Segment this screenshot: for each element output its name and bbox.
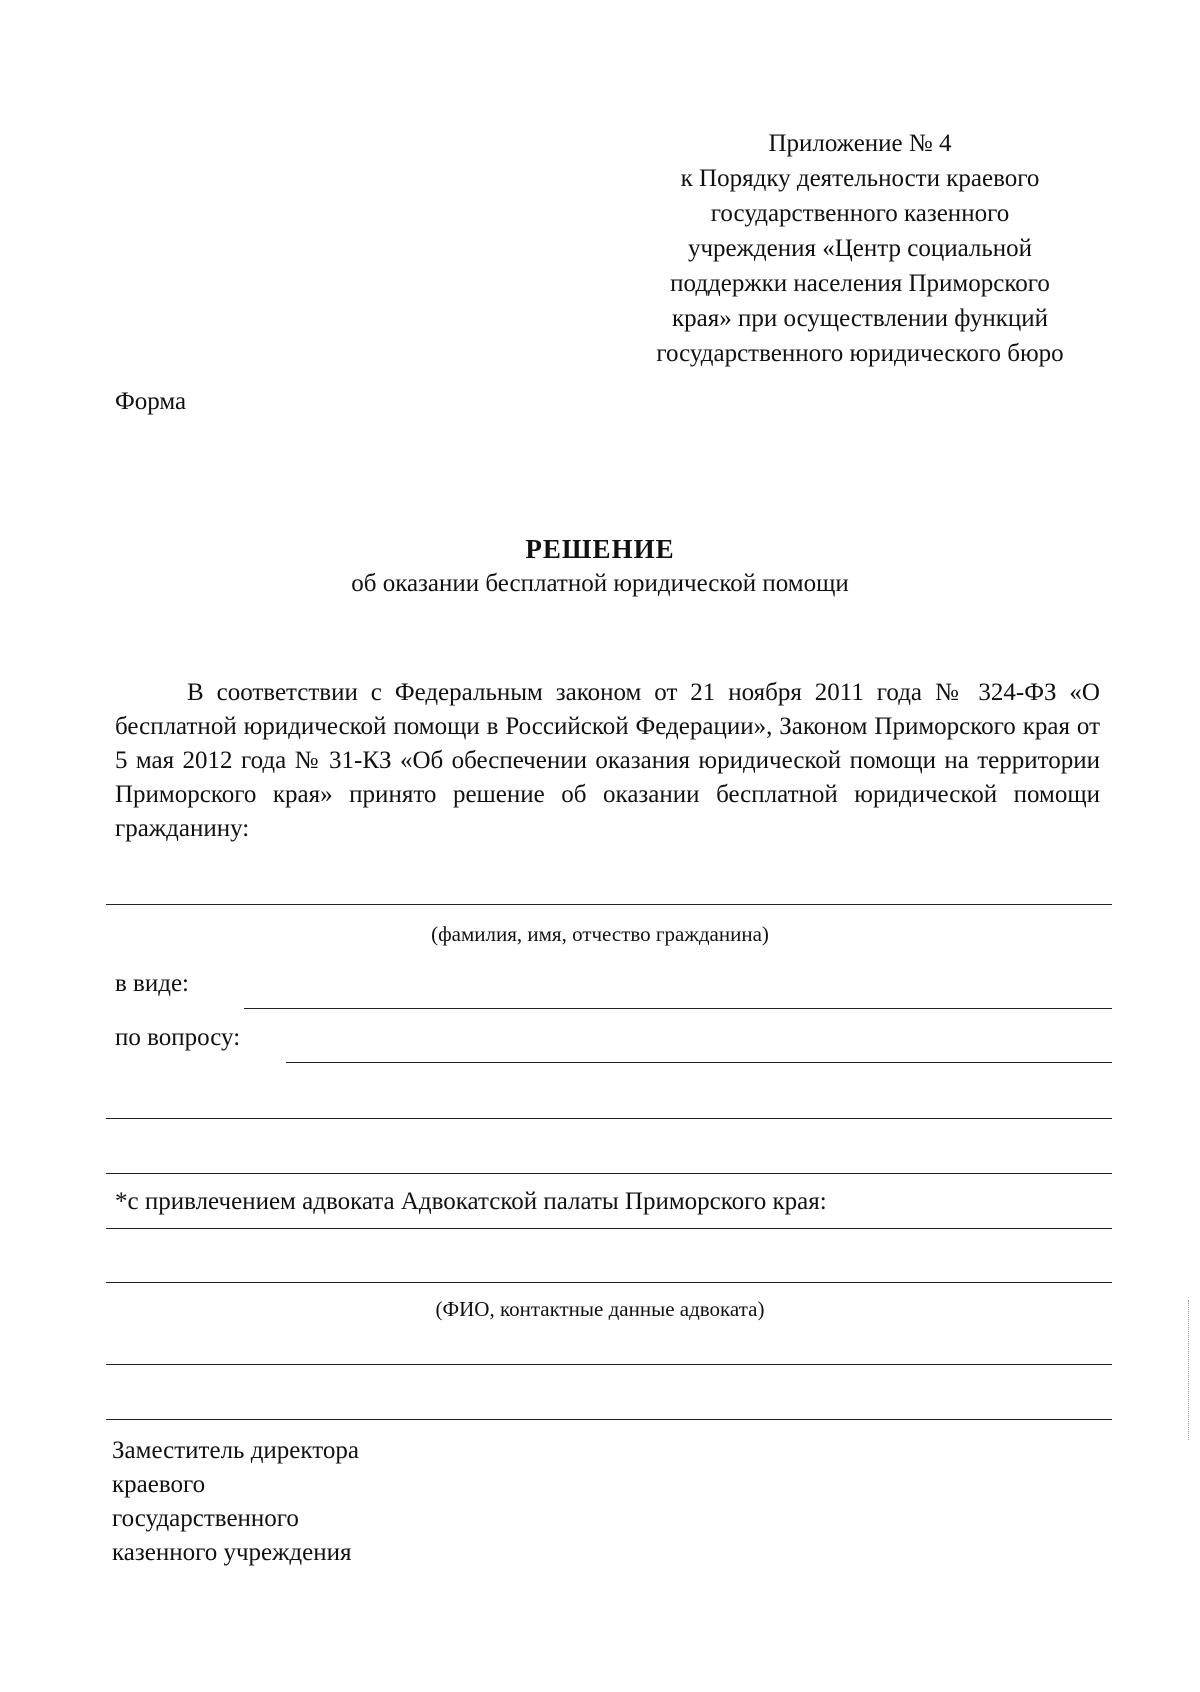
signature-line: государственного <box>112 1505 299 1532</box>
appendix-line: государственного казенного <box>710 200 1010 227</box>
document-subtitle: об оказании бесплатной юридической помощи <box>351 570 849 597</box>
citizen-name-caption: (фамилия, имя, отчество гражданина) <box>431 922 769 946</box>
decision-body-paragraph: В соответствии с Федеральным законом от 21 ноября 2011 года № 324-ФЗ «О бесплатной юридической помощи в Российской Федерации», Законом Приморского края от 5 мая 2012 года № 31-КЗ «Об обеспечении оказания юридической помощи на территории Приморского края» принято решение об оказании бесплатной юридической помощи гражданину: <box>115 679 1100 842</box>
question-line-extra <box>106 1118 1112 1119</box>
question-label: по вопросу: <box>115 1024 241 1051</box>
form-label: Форма <box>115 388 187 415</box>
form-of-help-line <box>244 1008 1112 1009</box>
appendix-line: учреждения «Центр социальной <box>687 235 1033 262</box>
lawyer-line <box>106 1282 1112 1283</box>
citizen-name-line <box>106 904 1112 905</box>
scan-edge-marks <box>1188 1300 1189 1440</box>
form-of-help-label: в виде: <box>115 970 189 997</box>
appendix-line: поддержки населения Приморского <box>670 270 1050 297</box>
document-title: РЕШЕНИЕ <box>525 534 675 564</box>
lawyer-details-line <box>106 1364 1112 1365</box>
lawyer-line <box>106 1228 1112 1229</box>
appendix-line: Приложение № 4 <box>768 130 952 157</box>
signature-line: Заместитель директора <box>112 1437 359 1464</box>
appendix-header <box>620 126 1100 371</box>
appendix-line: государственного юридического бюро <box>656 340 1064 367</box>
question-line-extra <box>106 1173 1112 1174</box>
lawyer-details-line <box>106 1419 1112 1420</box>
appendix-line: к Порядку деятельности краевого <box>680 165 1040 192</box>
appendix-line: края» при осуществлении функций <box>671 305 1049 332</box>
signature-line: краевого <box>112 1471 206 1498</box>
signature-line: казенного учреждения <box>112 1539 352 1566</box>
question-line <box>286 1062 1112 1063</box>
signature-block <box>112 1434 359 1570</box>
lawyer-label: *с привлечением адвоката Адвокатской палаты Приморского края: <box>115 1188 827 1215</box>
lawyer-caption: (ФИО, контактные данные адвоката) <box>435 1297 765 1321</box>
